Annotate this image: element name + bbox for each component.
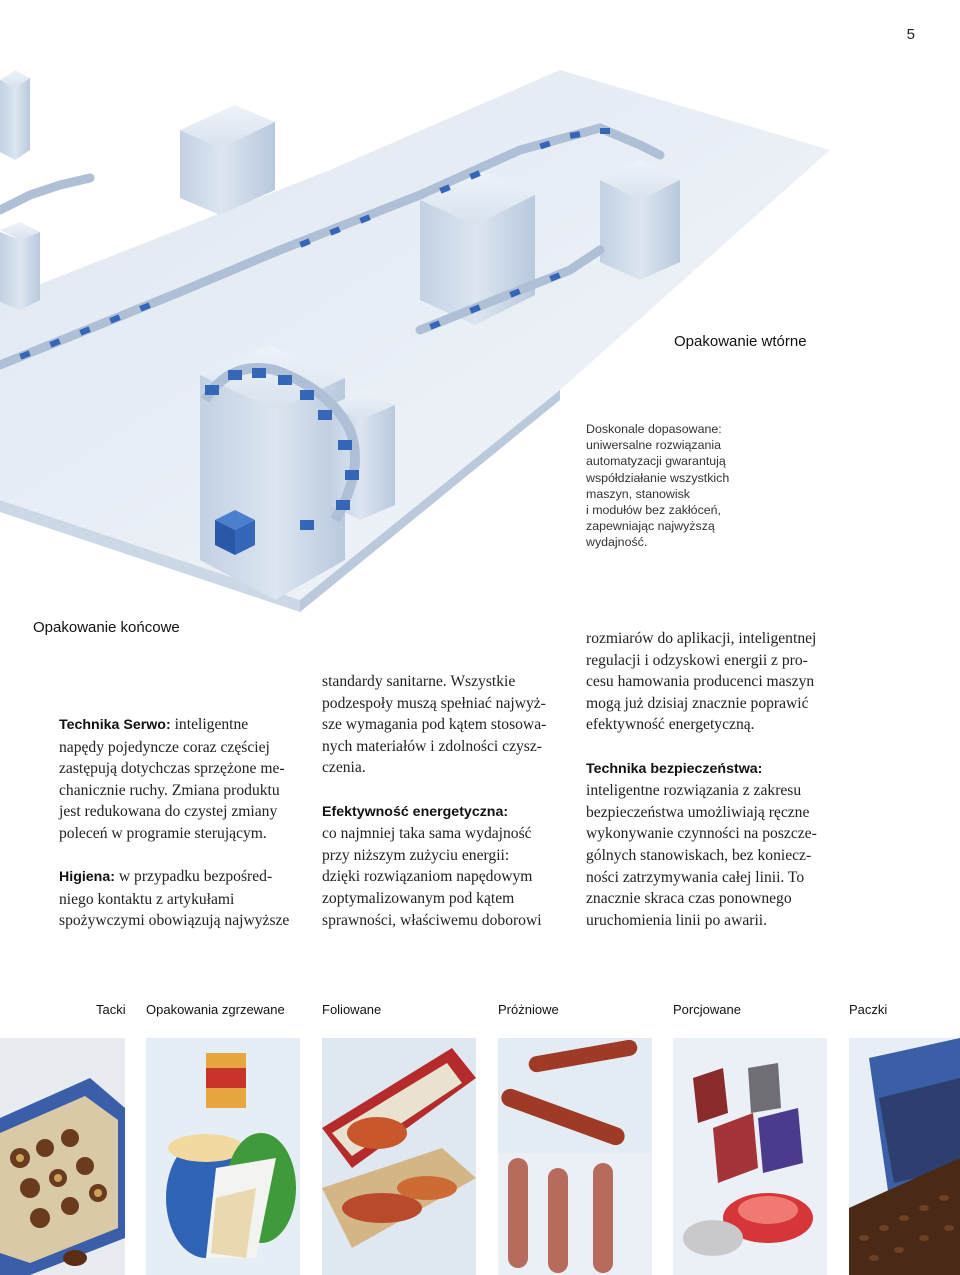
caption-line: automatyzacji gwarantują [586,454,726,469]
body-line-text: w przypadku bezpośred- [114,868,273,886]
body-line [322,801,562,824]
machine-block-center [420,170,535,325]
secondary-caption [586,421,761,551]
bags-coffee-image [849,1038,960,1275]
body-line [59,866,309,889]
body-line: rozmiarów do aplikacji, inteligentnej [586,630,817,647]
secondary-packaging-label: Opakowanie wtórne [674,333,807,350]
body-line: napędy pojedyncze coraz częściej [59,738,270,756]
body-line: gólnych stanowiskach, bez koniecz- [586,846,812,864]
body-line: efektywność energetyczną. [586,716,755,734]
category-label-film: Foliowane [322,1002,382,1017]
body-line: uruchomienia linii po awarii. [586,911,768,929]
trays-chocolates-image [0,1038,125,1275]
body-column-2 [322,671,562,931]
category-label-vacuum: Próżniowe [498,1002,559,1017]
body-line: inteligentne rozwiązania z zakresu [586,782,802,800]
body-line [59,714,309,737]
category-label-sealed: Opakowania zgrzewane [146,1002,285,1017]
body-column-3 [586,628,836,931]
body-line: ności zatrzymywania całej linii. To [586,868,805,886]
caption-line: maszyn, stanowisk [586,486,690,501]
energy-heading: Efektywność energetyczna: [322,803,509,820]
body-line: jest redukowana do czystej zmiany [59,803,278,821]
body-line: chanicznie ruchy. Zmiana produktu [59,781,280,799]
body-line: nych materiałów i zdolności czysz- [322,737,542,755]
body-line: wykonywanie czynności na poszcze- [586,825,817,843]
page-number: 5 [906,26,915,43]
body-line: czenia. [322,759,366,777]
body-line: regulacji i odzyskowi energii z pro- [586,651,808,669]
film-pizza-image [322,1038,476,1275]
body-line: mogą już dzisiaj znacznie poprawić [586,694,809,712]
final-packaging-label: Opakowanie końcowe [33,619,180,636]
body-line: bezpieczeństwa umożliwiają ręczne [586,803,810,821]
caption-line: zapewniając najwyższą [586,519,715,534]
hygiene-heading: Higiena: [59,869,115,886]
packaging-line-illustration [0,0,900,640]
caption-line: i modułów bez zakłóceń, [586,503,721,518]
caption-line: uniwersalne rozwiązania [586,438,721,453]
category-label-bags: Paczki [849,1002,888,1017]
body-line: przy niższym zużyciu energii: [322,846,510,864]
caption-line: Doskonale dopasowane: [586,422,722,436]
body-line: znacznie skraca czas ponownego [586,890,792,908]
machine-block-right [600,160,680,280]
caption-line: współdziałanie wszystkich [586,470,730,485]
body-line: poleceń w programie sterującym. [59,824,267,842]
body-line: dzięki rozwiązaniom napędowym [322,868,533,886]
body-line: zoptymalizowanym pod kątem [322,889,515,907]
safety-heading: Technika bezpieczeństwa: [586,760,763,777]
body-line: zastępują dotychczas sprzężone me- [59,760,285,778]
sealed-cups-image [146,1038,300,1275]
portion-capsules-image [673,1038,827,1275]
vacuum-sausages-image [498,1038,652,1275]
body-line: co najmniej taka sama wydajność [322,825,532,843]
category-label-trays: Tacki [96,1002,126,1017]
category-label-portion: Porcjowane [673,1002,741,1017]
body-column-1 [59,714,309,932]
servo-heading: Technika Serwo: [59,717,171,733]
body-line: spożywczymi obowiązują najwyższe [59,912,290,930]
caption-line: wydajność. [586,535,648,550]
body-line: podzespoły muszą spełniać najwyż- [322,694,546,712]
body-line [586,758,836,781]
body-line: sze wymagania pod kątem stosowa- [322,716,547,734]
body-line: standardy sanitarne. Wszystkie [322,673,516,690]
body-line: niego kontaktu z artykułami [59,890,235,908]
body-line: cesu hamowania producenci maszyn [586,673,815,691]
body-line-text: inteligentne [170,716,249,733]
body-line: sprawności, właściwemu doborowi [322,911,542,929]
